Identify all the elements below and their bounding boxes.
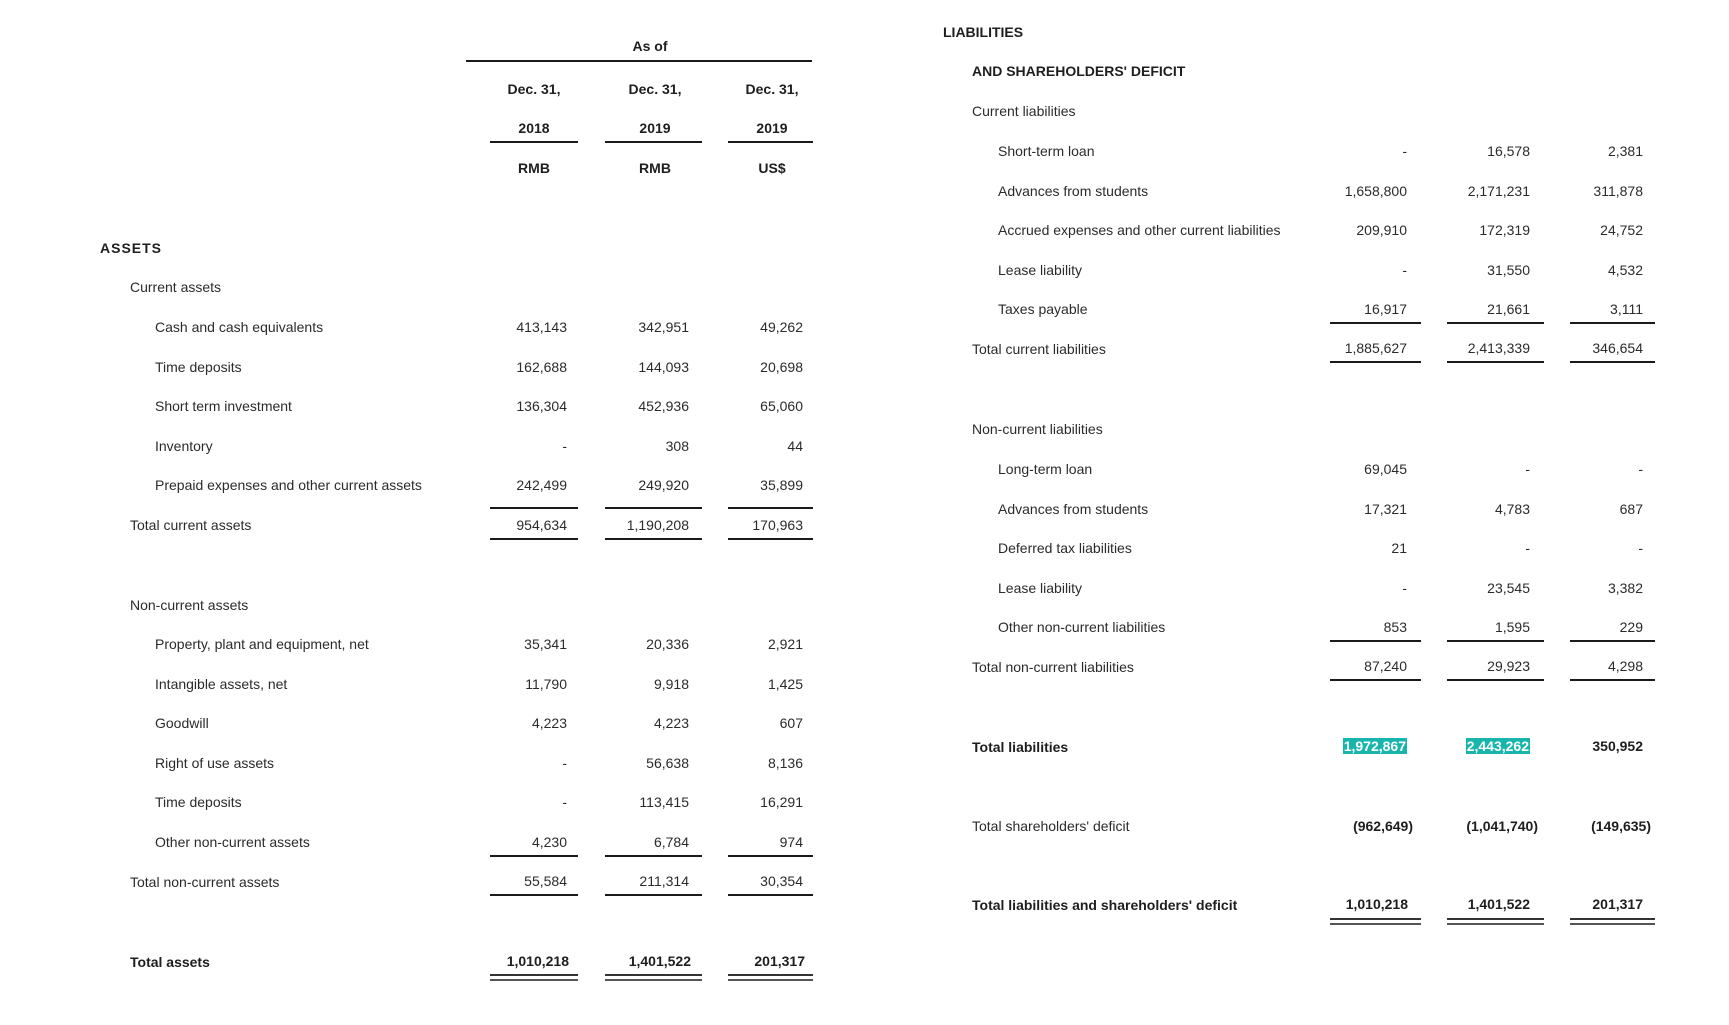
total-current-liabilities-label: Total current liabilities — [972, 341, 1106, 357]
value-cell: - — [1402, 580, 1407, 596]
rule — [1447, 679, 1544, 681]
double-rule — [605, 974, 702, 981]
value-cell: 1,658,800 — [1344, 183, 1407, 199]
rule — [728, 855, 813, 857]
line-item-label: Lease liability — [998, 580, 1083, 596]
line-item-label: Other non-current liabilities — [998, 619, 1166, 635]
column-header-date: Dec. 31, — [507, 81, 561, 97]
column-header-year: 2018 — [518, 120, 550, 136]
double-rule — [490, 974, 578, 981]
value-cell: 136,304 — [516, 398, 567, 414]
value-cell: - — [1525, 540, 1530, 556]
total-liabilities-label: Total liabilities — [972, 739, 1069, 755]
value-cell: 1,010,218 — [1345, 896, 1408, 912]
value-cell: 209,910 — [1356, 222, 1407, 238]
total-current-assets-label: Total current assets — [130, 517, 252, 533]
value-cell: 4,783 — [1494, 501, 1530, 517]
section-title-assets: ASSETS — [100, 240, 163, 256]
header-rule — [466, 60, 812, 62]
double-rule — [728, 974, 813, 981]
line-item-label: Short term investment — [155, 398, 292, 414]
line-item-label: Time deposits — [155, 359, 242, 375]
total-assets-label: Total assets — [130, 954, 210, 970]
value-cell: 49,262 — [760, 319, 803, 335]
value-cell: 4,223 — [531, 715, 567, 731]
value-cell: 87,240 — [1364, 658, 1407, 674]
value-cell: 1,190,208 — [626, 517, 689, 533]
value-cell: 350,952 — [1592, 738, 1643, 754]
value-cell: 974 — [779, 834, 803, 850]
value-cell: 55,584 — [524, 873, 567, 889]
rule — [1447, 322, 1544, 324]
line-item-label: Short-term loan — [998, 143, 1095, 159]
line-item-label: Intangible assets, net — [155, 676, 288, 692]
rule — [1330, 322, 1421, 324]
column-header-currency: RMB — [639, 160, 671, 176]
value-cell: 30,354 — [760, 873, 803, 889]
value-cell: 23,545 — [1487, 580, 1530, 596]
value-cell: 853 — [1383, 619, 1407, 635]
value-cell: 3,111 — [1610, 301, 1643, 317]
value-cell: - — [562, 438, 567, 454]
value-cell: 607 — [779, 715, 803, 731]
value-cell: 65,060 — [760, 398, 803, 414]
line-item-label: Right of use assets — [155, 755, 275, 771]
line-item-label: Other non-current assets — [155, 834, 310, 850]
value-cell: 1,425 — [767, 676, 803, 692]
total-liabilities-and-deficit-label: Total liabilities and shareholders' deficit — [972, 897, 1238, 913]
total-non-current-liabilities-label: Total non-current liabilities — [972, 659, 1134, 675]
rule — [1570, 322, 1655, 324]
value-cell: 687 — [1619, 501, 1643, 517]
value-cell: 4,230 — [531, 834, 567, 850]
rule — [605, 507, 702, 509]
value-cell: - — [562, 755, 567, 771]
value-cell: 16,917 — [1364, 301, 1407, 317]
rule — [1570, 640, 1655, 642]
value-cell: 4,298 — [1607, 658, 1643, 674]
value-cell: 17,321 — [1364, 501, 1407, 517]
value-cell: (149,635) — [1591, 818, 1651, 834]
rule — [605, 538, 702, 540]
value-cell: 16,578 — [1487, 143, 1530, 159]
value-cell — [1410, 738, 1530, 754]
value-cell: 20,698 — [760, 359, 803, 375]
value-cell: 308 — [665, 438, 689, 454]
value-cell: 1,595 — [1494, 619, 1530, 635]
line-item-label: Advances from students — [998, 501, 1149, 517]
line-item-label: Taxes payable — [998, 301, 1088, 317]
value-cell: 954,634 — [516, 517, 567, 533]
value-cell: 56,638 — [646, 755, 689, 771]
highlighted-value[interactable]: 1,972,867 — [1343, 738, 1406, 754]
value-cell: 162,688 — [516, 359, 567, 375]
value-cell: 6,784 — [653, 834, 689, 850]
value-cell: 4,532 — [1607, 262, 1643, 278]
value-cell: 1,885,627 — [1344, 340, 1407, 356]
total-shareholders-deficit-label: Total shareholders' deficit — [972, 818, 1130, 834]
value-cell: 31,550 — [1487, 262, 1530, 278]
double-rule — [1570, 918, 1655, 925]
value-cell: - — [562, 794, 567, 810]
value-cell: 21,661 — [1487, 301, 1530, 317]
value-cell: 113,415 — [639, 794, 689, 810]
line-item-label: Lease liability — [998, 262, 1083, 278]
value-cell: 35,899 — [760, 477, 803, 493]
value-cell: 1,401,522 — [1467, 896, 1530, 912]
column-header-year: 2019 — [639, 120, 671, 136]
double-rule — [1330, 918, 1421, 925]
value-cell: 144,093 — [638, 359, 689, 375]
value-cell: 1,010,218 — [506, 953, 569, 969]
value-cell: 452,936 — [638, 398, 689, 414]
rule — [1447, 361, 1544, 363]
value-cell: 24,752 — [1600, 222, 1643, 238]
value-cell: - — [1402, 262, 1407, 278]
value-cell: 249,920 — [638, 477, 689, 493]
line-item-label: Prepaid expenses and other current assets — [155, 477, 422, 493]
column-header-currency: RMB — [518, 160, 550, 176]
value-cell: 11,790 — [525, 676, 567, 692]
value-cell: 413,143 — [516, 319, 567, 335]
value-cell: 44 — [787, 438, 803, 454]
value-cell: (962,649) — [1353, 818, 1413, 834]
rule — [490, 538, 578, 540]
rule — [728, 894, 813, 896]
double-rule — [1447, 918, 1544, 925]
column-header-date: Dec. 31, — [628, 81, 682, 97]
subsection-current-assets: Current assets — [130, 279, 222, 295]
value-cell: 21 — [1391, 540, 1407, 556]
column-header-rule — [728, 141, 813, 143]
total-non-current-assets-label: Total non-current assets — [130, 874, 280, 890]
column-header-rule — [605, 141, 702, 143]
subsection-non-current-liabilities: Non-current liabilities — [972, 421, 1103, 437]
column-header-as-of: As of — [632, 38, 668, 54]
value-cell: - — [1525, 461, 1530, 477]
rule — [1570, 679, 1655, 681]
value-cell: 9,918 — [653, 676, 689, 692]
value-cell: 3,382 — [1607, 580, 1643, 596]
value-cell: 16,291 — [760, 794, 803, 810]
rule — [1330, 640, 1421, 642]
line-item-label: Deferred tax liabilities — [998, 540, 1132, 556]
value-cell: 342,951 — [638, 319, 689, 335]
column-header-rule — [490, 141, 578, 143]
column-header-year: 2019 — [756, 120, 788, 136]
rule — [728, 507, 813, 509]
rule — [605, 855, 702, 857]
rule — [490, 507, 578, 509]
line-item-label: Inventory — [155, 438, 213, 454]
value-cell: 20,336 — [646, 636, 689, 652]
value-cell: 2,921 — [767, 636, 803, 652]
subsection-current-liabilities: Current liabilities — [972, 103, 1076, 119]
value-cell: 69,045 — [1364, 461, 1407, 477]
rule — [490, 855, 578, 857]
line-item-label: Accrued expenses and other current liabilities — [998, 222, 1281, 238]
line-item-label: Cash and cash equivalents — [155, 319, 324, 335]
subsection-non-current-assets: Non-current assets — [130, 597, 249, 613]
value-cell: - — [1402, 143, 1407, 159]
section-title-liabilities: LIABILITIES — [943, 24, 1024, 40]
line-item-label: Goodwill — [155, 715, 209, 731]
rule — [1447, 640, 1544, 642]
value-cell: - — [1638, 461, 1643, 477]
rule — [490, 894, 578, 896]
value-cell: (1,041,740) — [1466, 818, 1538, 834]
value-cell: 2,413,339 — [1467, 340, 1530, 356]
value-cell: 201,317 — [754, 953, 805, 969]
rule — [1330, 679, 1421, 681]
value-cell: 4,223 — [653, 715, 689, 731]
line-item-label: Long-term loan — [998, 461, 1093, 477]
rule — [605, 894, 702, 896]
line-item-label: Time deposits — [155, 794, 242, 810]
value-cell: 29,923 — [1487, 658, 1530, 674]
value-cell: 211,314 — [639, 873, 689, 889]
value-cell: 170,963 — [752, 517, 803, 533]
value-cell: 35,341 — [524, 636, 567, 652]
rule — [728, 538, 813, 540]
value-cell: 172,319 — [1479, 222, 1530, 238]
value-cell: 229 — [1619, 619, 1643, 635]
rule — [1570, 361, 1655, 363]
value-cell: 346,654 — [1592, 340, 1643, 356]
section-title-shareholders-deficit: AND SHAREHOLDERS' DEFICIT — [972, 63, 1186, 79]
column-header-date: Dec. 31, — [745, 81, 799, 97]
line-item-label: Advances from students — [998, 183, 1149, 199]
value-cell: 8,136 — [767, 755, 803, 771]
value-cell: 201,317 — [1592, 896, 1643, 912]
value-cell: 1,401,522 — [628, 953, 691, 969]
rule — [1330, 361, 1421, 363]
value-cell: 242,499 — [516, 477, 567, 493]
line-item-label: Property, plant and equipment, net — [155, 636, 369, 652]
value-cell: 2,381 — [1607, 143, 1643, 159]
value-cell — [1287, 738, 1407, 754]
column-header-currency: US$ — [758, 160, 786, 176]
value-cell: 2,171,231 — [1467, 183, 1530, 199]
highlighted-value[interactable]: 2,443,262 — [1466, 738, 1529, 754]
value-cell: 311,878 — [1593, 183, 1643, 199]
value-cell: - — [1638, 540, 1643, 556]
